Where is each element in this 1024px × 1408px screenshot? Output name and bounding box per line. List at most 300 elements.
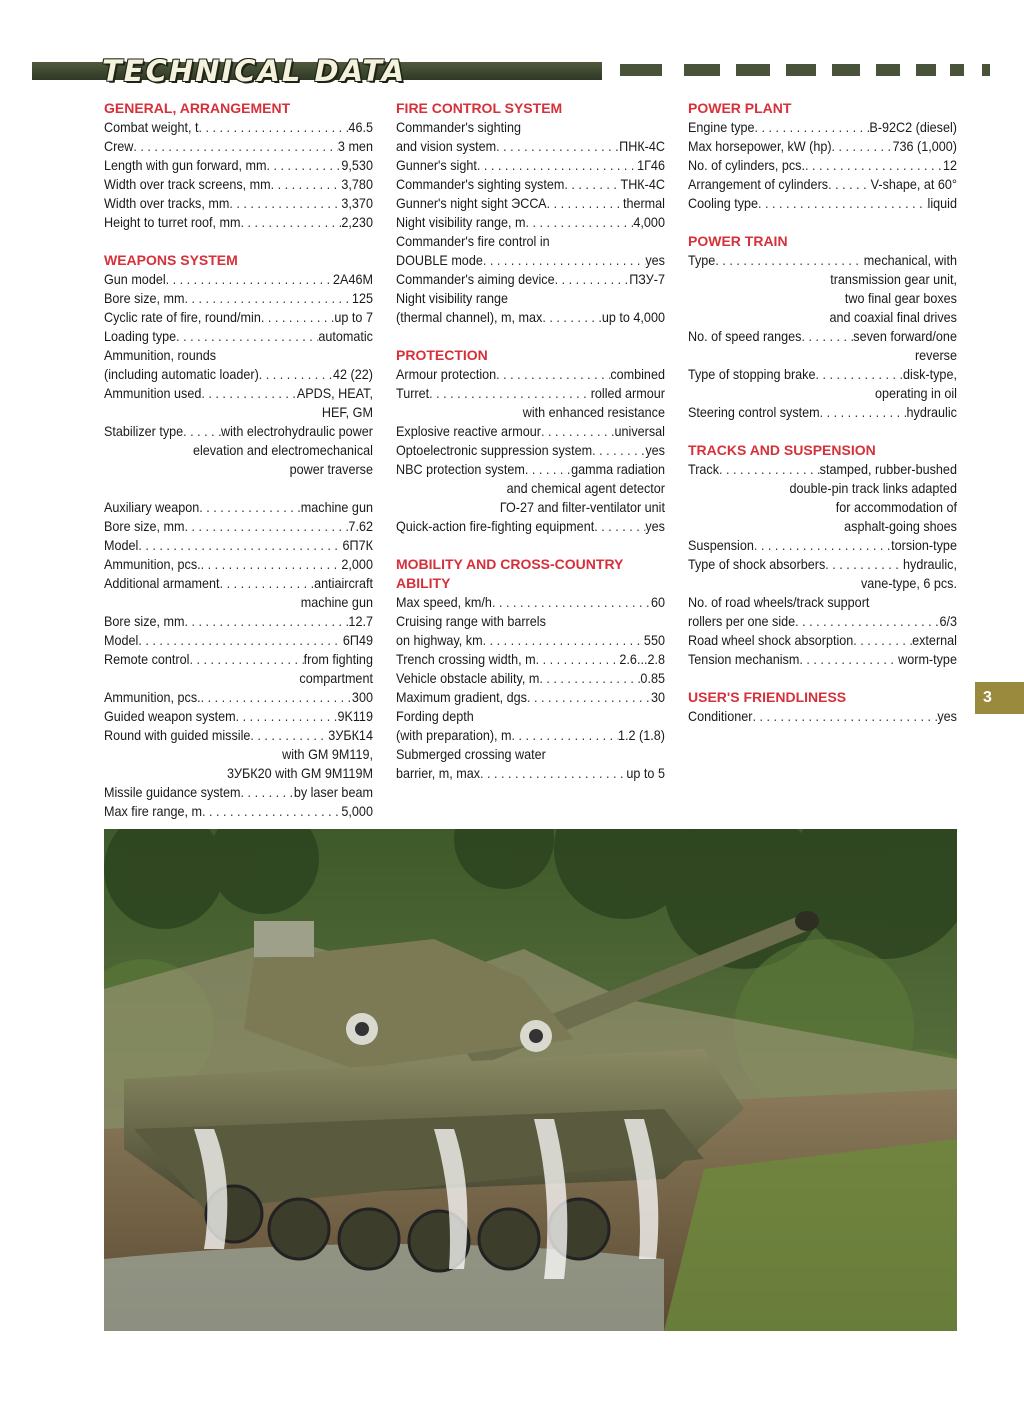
spec-row xyxy=(104,156,373,175)
dot-leader xyxy=(758,194,927,213)
spec-label: Cyclic rate of fire, round/min xyxy=(104,309,261,325)
spec-row xyxy=(104,422,373,441)
dot-leader xyxy=(755,118,870,137)
spec-value-continued: elevation and electromechanical xyxy=(192,442,373,458)
spec-row xyxy=(688,631,957,650)
dot-leader xyxy=(542,308,602,327)
spec-value: 2,000 xyxy=(341,556,373,572)
spec-label: Conditioner xyxy=(688,708,753,724)
dot-leader xyxy=(250,726,328,745)
dot-leader xyxy=(754,536,891,555)
spec-value: 550 xyxy=(643,632,665,648)
spec-value: ПНК-4С xyxy=(619,138,665,154)
spec-label: No. of cylinders, pcs. xyxy=(688,157,805,173)
spec-label: Turret xyxy=(396,385,430,401)
spec-row xyxy=(688,175,957,194)
spec-value: yes xyxy=(645,518,665,534)
spec-row xyxy=(104,631,373,650)
dot-leader xyxy=(539,669,640,688)
spec-row xyxy=(688,403,957,422)
spec-value: 46.5 xyxy=(348,119,373,135)
spec-row xyxy=(104,194,373,213)
spec-value-continued: and chemical agent detector xyxy=(506,480,665,496)
spec-row xyxy=(104,802,373,821)
dot-leader xyxy=(261,308,335,327)
spec-label: No. of road wheels/track support xyxy=(688,594,870,610)
spec-value: APDS, HEAT, xyxy=(296,385,373,401)
spec-value: universal xyxy=(614,423,665,439)
dot-leader xyxy=(801,327,853,346)
spec-row xyxy=(396,460,665,479)
dot-leader xyxy=(828,175,871,194)
spec-value-continued: two final gear boxes xyxy=(844,290,957,306)
spec-value: up to 4,000 xyxy=(601,309,665,325)
spec-label: Maximum gradient, dgs xyxy=(396,689,527,705)
spec-value: by laser beam xyxy=(293,784,373,800)
spec-label: barrier, m, max xyxy=(396,765,481,781)
spec-label: Submerged crossing water xyxy=(396,746,546,762)
spec-label: Max speed, km/h xyxy=(396,594,492,610)
dot-leader xyxy=(138,536,342,555)
spec-label: Bore size, mm xyxy=(104,290,185,306)
spec-label: Fording depth xyxy=(396,708,474,724)
spec-label: NBC protection system xyxy=(396,461,525,477)
dot-leader xyxy=(477,156,637,175)
spec-value-continued: asphalt-going shoes xyxy=(844,518,957,534)
spec-label: Auxiliary weapon xyxy=(104,499,200,515)
spec-row xyxy=(396,365,665,384)
spec-row xyxy=(104,726,373,745)
spec-value: yes xyxy=(645,442,665,458)
spec-value: stamped, rubber-bushed xyxy=(819,461,957,477)
spec-value: 736 (1,000) xyxy=(892,138,957,154)
spec-value: 0.85 xyxy=(640,670,665,686)
section-spacer xyxy=(688,422,957,441)
dot-leader xyxy=(166,270,333,289)
spec-value: 42 (22) xyxy=(333,366,373,382)
dot-leader xyxy=(547,194,623,213)
dot-leader xyxy=(536,650,620,669)
dot-leader xyxy=(185,612,349,631)
spec-value-continued: for accommodation of xyxy=(835,499,957,515)
section-heading: USER'S FRIENDLINESS xyxy=(688,689,847,705)
spec-value-continued: ГО-27 and filter-ventilator unit xyxy=(499,499,665,515)
spec-row xyxy=(104,270,373,289)
dot-leader xyxy=(541,422,615,441)
section-heading: POWER TRAIN xyxy=(688,233,788,249)
spec-row xyxy=(396,669,665,688)
section-heading: TRACKS AND SUSPENSION xyxy=(688,442,876,458)
spec-label: Type of stopping brake xyxy=(688,366,816,382)
spec-label: DOUBLE mode xyxy=(396,252,483,268)
spec-row xyxy=(396,194,665,213)
spec-value: 30 xyxy=(650,689,665,705)
spec-value: 125 xyxy=(351,290,373,306)
spec-label: Trench crossing width, m xyxy=(396,651,536,667)
spec-label: Height to turret roof, mm xyxy=(104,214,241,230)
spec-value: 7.62 xyxy=(348,518,373,534)
spec-label: (with preparation), m xyxy=(396,727,512,743)
spec-label: Night visibility range, m xyxy=(396,214,526,230)
spec-row xyxy=(104,574,373,593)
spec-value: mechanical, with xyxy=(863,252,957,268)
spec-label: Commander's sighting system xyxy=(396,176,565,192)
dot-leader xyxy=(429,384,591,403)
spec-label: Bore size, mm xyxy=(104,613,185,629)
spec-label: Bore size, mm xyxy=(104,518,185,534)
dot-leader xyxy=(496,137,619,156)
dot-leader xyxy=(555,270,630,289)
spec-value: 9K119 xyxy=(337,708,373,724)
spec-row xyxy=(104,707,373,726)
spec-value: 2.6...2.8 xyxy=(619,651,665,667)
spec-label: Ammunition, pcs. xyxy=(104,689,201,705)
spec-value: 1Г46 xyxy=(637,157,665,173)
spec-label: Max fire range, m xyxy=(104,803,203,819)
spec-label: Model xyxy=(104,632,139,648)
dot-leader xyxy=(483,251,646,270)
spec-value-continued: reverse xyxy=(914,347,957,363)
spec-value-continued: HEF, GM xyxy=(321,404,373,420)
dot-leader xyxy=(480,764,626,783)
spec-row xyxy=(396,631,665,650)
spec-label: Max horsepower, kW (hp) xyxy=(688,138,832,154)
dot-leader xyxy=(492,593,651,612)
spec-label: Cruising range with barrels xyxy=(396,613,546,629)
spec-value: 6/3 xyxy=(939,613,957,629)
spec-value-continued: with enhanced resistance xyxy=(522,404,665,420)
dot-leader xyxy=(133,137,338,156)
spec-row xyxy=(396,213,665,232)
dot-leader xyxy=(752,707,937,726)
spec-row xyxy=(396,688,665,707)
spec-row xyxy=(688,612,957,631)
spec-value: yes xyxy=(937,708,957,724)
spec-value: 12 xyxy=(942,157,957,173)
spec-label: Arrangement of cylinders xyxy=(688,176,829,192)
row-spacer xyxy=(104,479,373,498)
spec-label: rollers per one side xyxy=(688,613,796,629)
section-heading: GENERAL, ARRANGEMENT xyxy=(104,100,291,116)
spec-label: Tension mechanism xyxy=(688,651,800,667)
spec-value: 6П49 xyxy=(342,632,373,648)
dot-leader xyxy=(820,403,907,422)
spec-value: 12.7 xyxy=(348,613,373,629)
section-heading: PROTECTION xyxy=(396,347,488,363)
spec-value: up to 7 xyxy=(334,309,373,325)
spec-row xyxy=(688,251,957,270)
spec-label: Track xyxy=(688,461,720,477)
spec-label: Model xyxy=(104,537,139,553)
spec-value: 5,000 xyxy=(341,803,373,819)
dot-leader xyxy=(715,251,863,270)
dot-leader xyxy=(527,688,651,707)
spec-row xyxy=(104,118,373,137)
dot-leader xyxy=(719,460,820,479)
spec-column-3 xyxy=(688,99,957,726)
spec-label: Cooling type xyxy=(688,195,759,211)
spec-label: (thermal channel), m, max xyxy=(396,309,543,325)
spec-row xyxy=(104,650,373,669)
spec-label: Guided weapon system xyxy=(104,708,236,724)
spec-row xyxy=(104,783,373,802)
dot-leader xyxy=(201,688,352,707)
dot-leader xyxy=(201,555,342,574)
dot-leader xyxy=(236,707,338,726)
spec-value: combined xyxy=(610,366,665,382)
spec-row xyxy=(396,308,665,327)
spec-value-continued: transmission gear unit, xyxy=(830,271,957,287)
section-spacer xyxy=(688,213,957,232)
spec-value: 60 xyxy=(650,594,665,610)
spec-label: Optoelectronic suppression system xyxy=(396,442,593,458)
spec-value: torsion-type xyxy=(891,537,957,553)
spec-label: Type xyxy=(688,252,716,268)
spec-label: Length with gun forward, mm xyxy=(104,157,267,173)
spec-value: 4,000 xyxy=(633,214,665,230)
spec-row xyxy=(688,137,957,156)
spec-row xyxy=(396,175,665,194)
spec-label: Stabilizer type xyxy=(104,423,184,439)
dot-leader xyxy=(594,517,645,536)
dot-leader xyxy=(483,631,644,650)
spec-label: No. of speed ranges xyxy=(688,328,802,344)
spec-label: Width over tracks, mm xyxy=(104,195,230,211)
spec-value-continued: machine gun xyxy=(300,594,373,610)
spec-label: (including automatic loader) xyxy=(104,366,259,382)
spec-row xyxy=(396,251,665,270)
spec-row xyxy=(688,460,957,479)
spec-row xyxy=(104,365,373,384)
spec-row xyxy=(104,612,373,631)
section-heading: POWER PLANT xyxy=(688,100,792,116)
spec-label: Commander's sighting xyxy=(396,119,521,135)
spec-row xyxy=(396,726,665,745)
spec-label: Vehicle obstacle ability, m xyxy=(396,670,540,686)
spec-value: machine gun xyxy=(300,499,373,515)
spec-label: Suspension xyxy=(688,537,754,553)
dot-leader xyxy=(526,213,634,232)
spec-label: Armour protection xyxy=(396,366,497,382)
dot-leader xyxy=(805,156,943,175)
dot-leader xyxy=(199,498,301,517)
section-heading: MOBILITY AND CROSS-COUNTRY xyxy=(396,556,624,572)
spec-value: 2,230 xyxy=(341,214,373,230)
dot-leader xyxy=(496,365,610,384)
spec-value: B-92C2 (diesel) xyxy=(869,119,957,135)
spec-value: 3,370 xyxy=(341,195,373,211)
spec-label: Missile guidance system xyxy=(104,784,241,800)
spec-row xyxy=(396,137,665,156)
spec-value: ПЗУ-7 xyxy=(629,271,665,287)
spec-label: Night visibility range xyxy=(396,290,509,306)
spec-value: antiaircraft xyxy=(314,575,373,591)
section-spacer xyxy=(688,669,957,688)
dot-leader xyxy=(241,213,342,232)
dot-leader xyxy=(259,365,333,384)
spec-value-continued: power traverse xyxy=(289,461,373,477)
spec-value-continued: operating in oil xyxy=(875,385,957,401)
spec-label: Engine type xyxy=(688,119,755,135)
spec-value: V-shape, at 60° xyxy=(870,176,957,192)
spec-row xyxy=(688,536,957,555)
spec-label: Ammunition, rounds xyxy=(104,347,217,363)
spec-row xyxy=(104,688,373,707)
spec-value: thermal xyxy=(622,195,665,211)
section-heading: FIRE CONTROL SYSTEM xyxy=(396,100,563,116)
spec-value-continued: vane-type, 6 pcs. xyxy=(860,575,957,591)
spec-row xyxy=(104,536,373,555)
spec-row xyxy=(688,327,957,346)
spec-value: with electrohydraulic power xyxy=(220,423,373,439)
spec-row xyxy=(688,555,957,574)
spec-row xyxy=(688,365,957,384)
spec-label: Commander's fire control in xyxy=(396,233,550,249)
spec-row xyxy=(396,517,665,536)
dot-leader xyxy=(825,555,903,574)
spec-row xyxy=(688,118,957,137)
spec-label: Explosive reactive armour xyxy=(396,423,541,439)
page-title: TECHNICAL DATA xyxy=(102,54,407,88)
dot-leader xyxy=(229,194,341,213)
spec-value: 1.2 (1.8) xyxy=(618,727,665,743)
dot-leader xyxy=(592,441,645,460)
spec-label: Type of shock absorbers xyxy=(688,556,826,572)
spec-column-1 xyxy=(104,99,373,821)
dot-leader xyxy=(795,612,939,631)
spec-label: Gunner's night sight ЭССА xyxy=(396,195,547,211)
dot-leader xyxy=(512,726,618,745)
spec-value: 3УБК14 xyxy=(328,727,373,743)
spec-label: Crew xyxy=(104,138,134,154)
spec-label: Round with guided missile xyxy=(104,727,251,743)
dot-leader xyxy=(201,384,297,403)
spec-row xyxy=(104,327,373,346)
section-heading-continued: ABILITY xyxy=(396,575,451,591)
spec-label: Quick-action fire-fighting equipment xyxy=(396,518,595,534)
spec-row xyxy=(396,764,665,783)
section-spacer xyxy=(104,232,373,251)
dot-leader xyxy=(220,574,315,593)
dot-leader xyxy=(564,175,620,194)
spec-row xyxy=(396,384,665,403)
spec-value: worm-type xyxy=(898,651,957,667)
spec-label: and vision system xyxy=(396,138,497,154)
spec-value: 3,780 xyxy=(341,176,373,192)
chapter-tab: 3 xyxy=(975,682,1024,714)
spec-value-continued: double-pin track links adapted xyxy=(789,480,957,496)
spec-row xyxy=(688,194,957,213)
spec-row xyxy=(688,156,957,175)
spec-row xyxy=(396,156,665,175)
spec-row xyxy=(104,555,373,574)
spec-label: Steering control system xyxy=(688,404,820,420)
spec-label: Road wheel shock absorption xyxy=(688,632,854,648)
spec-label: Loading type xyxy=(104,328,177,344)
spec-value: ТНК-4С xyxy=(620,176,665,192)
spec-label: Commander's aiming device xyxy=(396,271,555,287)
spec-value-continued: compartment xyxy=(299,670,373,686)
spec-value: hydraulic xyxy=(906,404,957,420)
spec-value: 9,530 xyxy=(341,157,373,173)
dot-leader xyxy=(138,631,343,650)
spec-value: seven forward/one xyxy=(853,328,957,344)
dot-leader xyxy=(183,422,221,441)
spec-value: yes xyxy=(645,252,665,268)
spec-label: Width over track screens, mm xyxy=(104,176,271,192)
dot-leader xyxy=(525,460,571,479)
spec-value: liquid xyxy=(927,195,957,211)
spec-row xyxy=(104,175,373,194)
spec-value: from fighting xyxy=(303,651,373,667)
spec-label: Remote control xyxy=(104,651,190,667)
spec-row xyxy=(396,593,665,612)
section-spacer xyxy=(396,536,665,555)
spec-row xyxy=(688,707,957,726)
spec-value: 3 men xyxy=(337,138,373,154)
dot-leader xyxy=(815,365,903,384)
spec-label: Ammunition, pcs. xyxy=(104,556,201,572)
spec-value-continued: and coaxial final drives xyxy=(829,309,957,325)
spec-value-continued: 3УБК20 with GM 9M119M xyxy=(227,765,373,781)
spec-row xyxy=(396,650,665,669)
spec-label: Gunner's sight xyxy=(396,157,477,173)
spec-row xyxy=(104,289,373,308)
spec-value: gamma radiation xyxy=(571,461,665,477)
spec-label: Additional armament xyxy=(104,575,220,591)
spec-value: external xyxy=(912,632,957,648)
dot-leader xyxy=(799,650,898,669)
dot-leader xyxy=(271,175,342,194)
dot-leader xyxy=(189,650,303,669)
spec-row xyxy=(104,384,373,403)
dot-leader xyxy=(185,517,349,536)
spec-row xyxy=(104,498,373,517)
spec-value-continued: with GM 9M119, xyxy=(282,746,373,762)
dot-leader xyxy=(185,289,352,308)
spec-value: hydraulic, xyxy=(903,556,957,572)
dot-leader xyxy=(176,327,318,346)
tank-photo xyxy=(104,829,957,1331)
spec-value: 2A46M xyxy=(333,271,373,287)
dot-leader xyxy=(832,137,893,156)
spec-value: up to 5 xyxy=(626,765,665,781)
spec-label: Gun model xyxy=(104,271,166,287)
spec-row xyxy=(396,270,665,289)
spec-label: on highway, km xyxy=(396,632,483,648)
dot-leader xyxy=(199,118,349,137)
spec-value: 300 xyxy=(351,689,373,705)
spec-value: automatic xyxy=(318,328,373,344)
section-spacer xyxy=(396,327,665,346)
spec-value: disk-type, xyxy=(903,366,957,382)
dot-leader xyxy=(853,631,912,650)
dot-leader xyxy=(266,156,341,175)
section-heading: WEAPONS SYSTEM xyxy=(104,252,238,268)
spec-label: Ammunition used xyxy=(104,385,202,401)
spec-row xyxy=(104,517,373,536)
spec-row xyxy=(396,441,665,460)
spec-column-2 xyxy=(396,99,665,783)
spec-row xyxy=(104,213,373,232)
spec-value: rolled armour xyxy=(590,385,665,401)
spec-row xyxy=(104,137,373,156)
dot-leader xyxy=(241,783,294,802)
spec-value: 6П7К xyxy=(342,537,373,553)
spec-row xyxy=(396,422,665,441)
spec-row xyxy=(688,650,957,669)
dot-leader xyxy=(202,802,341,821)
